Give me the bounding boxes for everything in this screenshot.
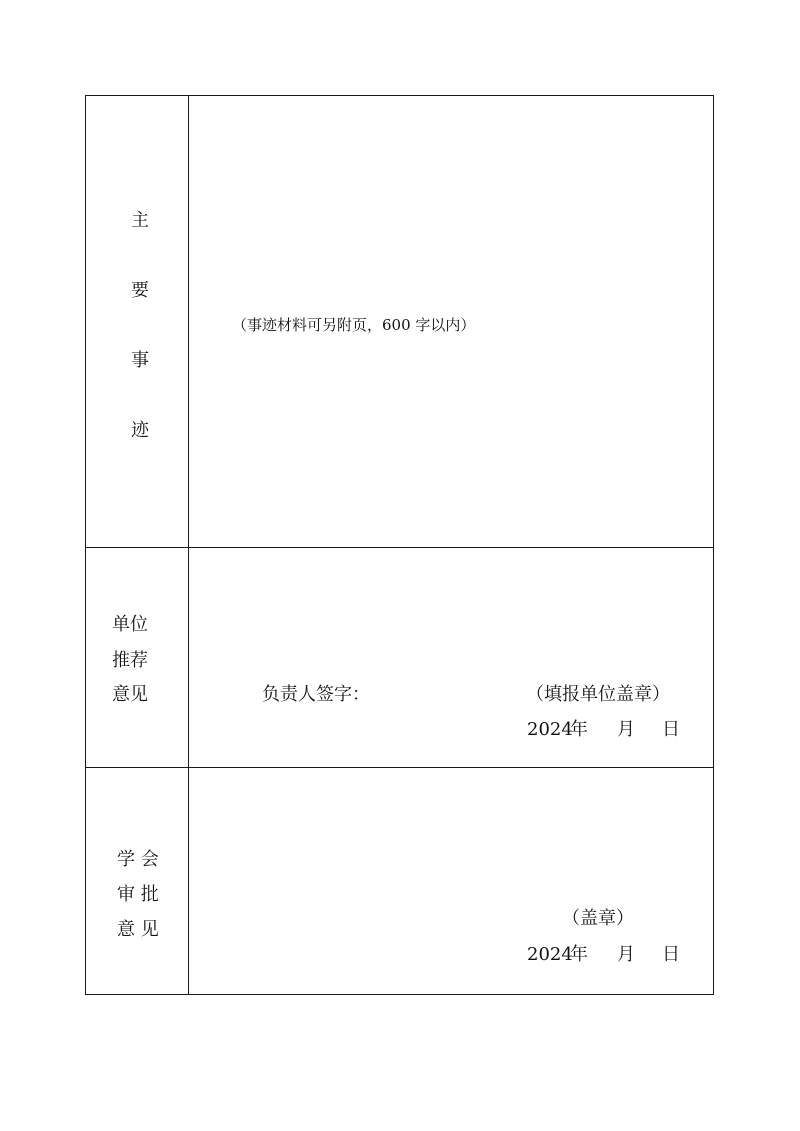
award-form-table: [85, 95, 714, 995]
society-stamp-note: （盖章）: [562, 908, 634, 929]
main-deeds-label-char: 迹: [131, 420, 149, 441]
unit-recommendation-label-line: 单位: [112, 614, 148, 635]
row-divider-1: [86, 547, 713, 548]
main-deeds-label-char: 主: [131, 210, 149, 231]
society-approval-label-line: 学 会: [117, 849, 159, 870]
unit-date-day-char: 日: [662, 719, 680, 740]
label-column-divider: [188, 96, 189, 994]
signature-label: 负责人签字：: [262, 684, 370, 705]
society-date-month-char: 月: [617, 944, 635, 965]
unit-recommendation-label-line: 推荐: [112, 650, 148, 671]
row-divider-2: [86, 767, 713, 768]
unit-stamp-note: （填报单位盖章）: [526, 684, 670, 705]
unit-date-month-char: 月: [617, 719, 635, 740]
unit-date-year-char: 年: [570, 719, 588, 740]
main-deeds-label-char: 事: [131, 350, 149, 371]
main-deeds-label-char: 要: [131, 280, 149, 301]
society-date-day-char: 日: [662, 944, 680, 965]
society-approval-label-line: 意 见: [117, 919, 159, 940]
main-deeds-hint: （事迹材料可另附页，600 字以内）: [232, 316, 476, 334]
society-date-year: 2024: [527, 944, 573, 965]
unit-date-year: 2024: [527, 719, 573, 740]
unit-recommendation-label-line: 意见: [112, 684, 148, 705]
society-date-year-char: 年: [570, 944, 588, 965]
society-approval-label-line: 审 批: [117, 884, 159, 905]
